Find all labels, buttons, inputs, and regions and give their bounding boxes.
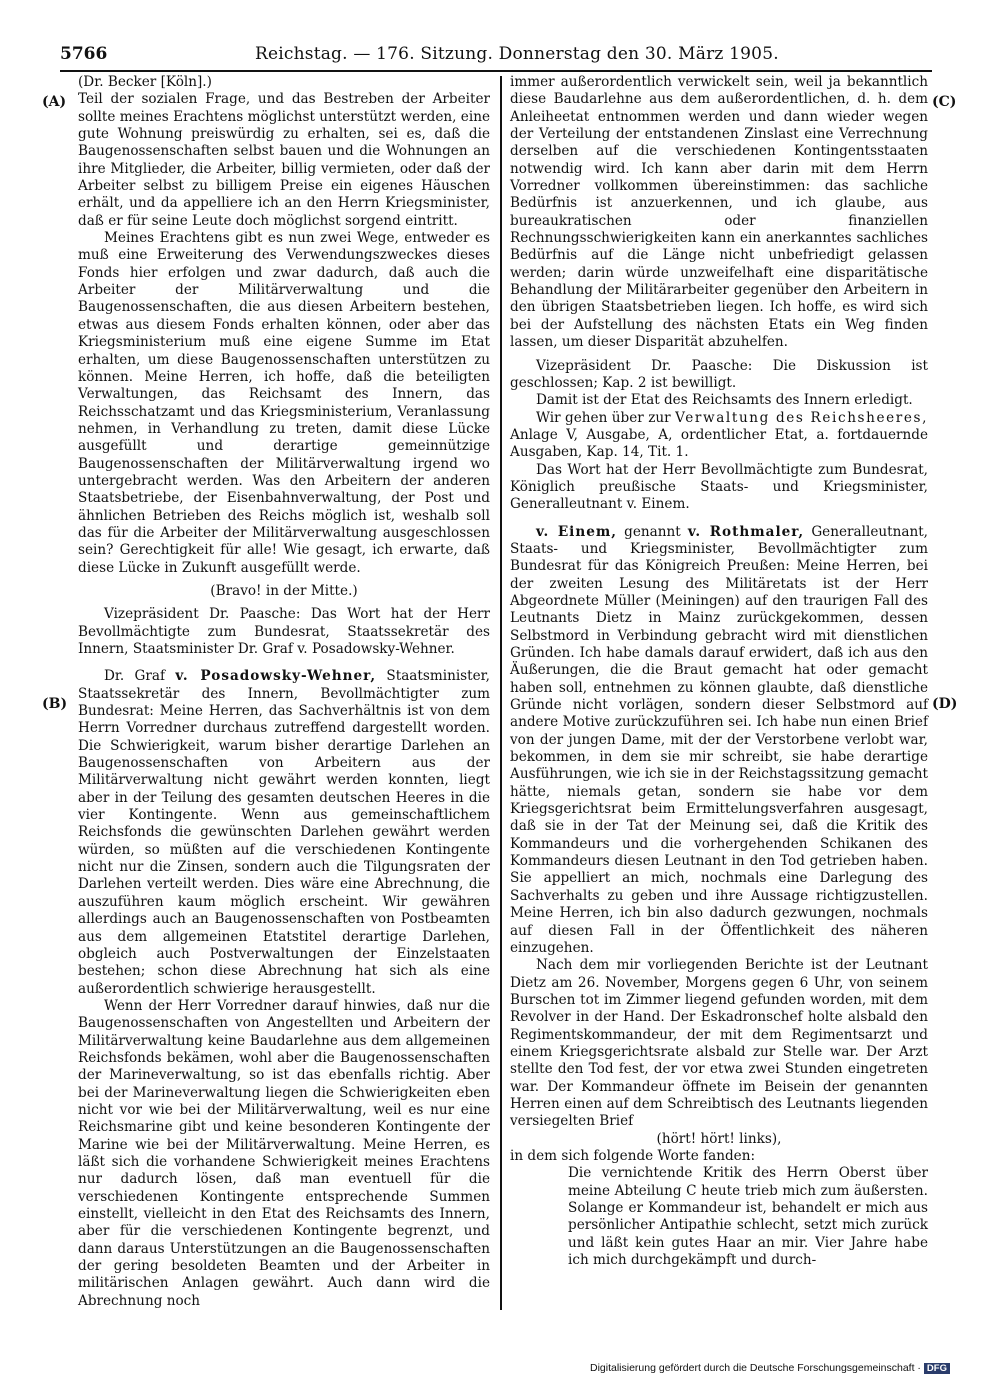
speaker-name: v. Einem, [536, 523, 617, 540]
right-column [510, 74, 928, 1269]
speaker-paragraph [78, 668, 490, 998]
agenda-paragraph: Wir gehen über zur Verwaltung des Reichsheeres, Anlage V, Ausgabe, A, ordentlicher Etat, a. fortdauernde Ausgaben, Kap. 14, Tit. 1. [510, 409, 929, 461]
column-divider [500, 76, 502, 1310]
paragraph: Wenn der Herr Vorredner darauf hinwies, daß nur die Baugenossenschaften von Angestellten und Arbeitern der Militärverwaltung keine Baudarlehne aus dem allgemeinen Reichsfonds bekämen, wohl aber die Baugenossenschaften der Marineverwaltung, so ist das ebenfalls richtig. Aber bei der Marineverwaltung liegen die Schwierigkeiten eben nicht vor wie bei der Militärverwaltung, weil es nur eine Reichsmarine gibt und keine besonderen Kontingente der Marine wie bei der Militärverwaltung. Meine Herren, es läßt sich die vorhandene Schwierigkeit meines Erachtens nur dadurch lösen, daß man eventuell für die verschiedenen Kontingente entsprechende Summen einstellt, vielleicht in den Etat des Reichsamts des Innern, aber für die verschiedenen Kontingente begrenzt, und dann daraus Unterstützungen an die Baugenossenschaften der gering besoldeten Beamten und der Arbeiter in militärischen Anlagen gewährt. Auch dann wird die Abrechnung noch [78, 997, 490, 1309]
footer-text: Digitalisierung gefördert durch die Deutsche Forschungsgemeinschaft · [590, 1362, 921, 1374]
paragraph: Nach dem mir vorliegenden Berichte ist der Leutnant Dietz am 26. November, Morgens gegen 6 Uhr, von seinem Burschen tot im Zimmer liegend gefunden worden, mit dem Revolver in der Hand. Der Eskadronschef holte alsbald den Regimentskommandeur, der mit dem Regimentsarzt und einem Kriegsgerichtsrate alsbald zur Stelle war. Der Arzt stellte den Tod fest, der vor etwa zwei Stunden eingetreten war. Der Kommandeur öffnete im Beisein der genannten Herren einen auf dem Schreibtisch des Leutnants liegenden versiegelten Brief [510, 957, 928, 1130]
paragraph: Meines Erachtens gibt es nun zwei Wege, entweder es muß eine Erweiterung des Verwendungszweckes dieses Fonds hier erfolgen und zwar dadurch, daß auch die Arbeiter der Militärverwaltung und die Baugenossenschaften, die aus diesen Arbeitern bestehen, etwas aus diesem Fonds erhalten können, oder aber das Kriegsministerium muß eine eigene Summe im Etat erhalten, um diese Baugenossenschaften unterstützen zu können. Meine Herren, ich hoffe, daß die beteiligten Verwaltungen, das Reichsamt des Innern, das Reichsschatzamt und das Kriegsministerium, Veranlassung nehmen, in Verhandlung zu treten, damit diese Lücke ausgefüllt und derartige gemeinnützige Baugenossenschaften der Militärverwaltung irgend wo untergebracht werden. Was den Arbeitern der anderen Staatsbetriebe, der Eisenbahnverwaltung, der Post und ähnlichen Betrieben des Reichs möglich ist, weshalb soll das für die Arbeiter der Militärverwaltung ausgeschlossen sein? Gerechtigkeit für alle! Wie gesagt, ich erwarte, daß diese Lücke in Zukunft ausgefüllt werde. [78, 230, 490, 576]
speaker-prefix: Dr. Graf [104, 668, 166, 685]
page-title: Reichstag. — 176. Sitzung. Donnerstag den 30. März 1905. [255, 44, 779, 64]
page-number: 5766 [60, 44, 108, 64]
agenda-item: Verwaltung des Reichsheeres, [675, 409, 929, 426]
footer-credit [590, 1362, 990, 1374]
paragraph: Damit ist der Etat des Reichsamts des Innern erledigt. [536, 392, 913, 409]
left-column [78, 74, 490, 1310]
margin-marker-d: (D) [932, 696, 958, 712]
paragraph: Das Wort hat der Herr Bevollmächtigte zum Bundesrat, Königlich preußische Staats- und Kriegsminister, Generalleutnant v. Einem. [510, 461, 928, 513]
paragraph: Vizepräsident Dr. Paasche: Die Diskussion ist geschlossen; Kap. 2 ist bewilligt. [510, 357, 928, 391]
interjection: (Bravo! in der Mitte.) [210, 582, 358, 599]
quoted-letter: Die vernichtende Kritik des Herrn Oberst über meine Abteilung C heute trieb mich zum äußersten. Solange er Kommandeur ist, behandelt er mich aus persönlicher Antipathie schlecht, setzt mich zurück und läßt kein gutes Haar an mir. Vier Jahre habe ich mich durchgekämpft und durch- [568, 1165, 928, 1269]
paragraph: immer außerordentlich verwickelt sein, weil ja bekanntlich diese Baudarlehne aus dem außerordentlichen, d. h. dem Anleiheetat entnommen werden und dann wieder wegen der Verteilung der entstandenen Zinslast eine Verrechnung derselben auf die verschiedenen Kontingentsstaaten notwendig wird. Ich kann aber darin mit dem Herrn Vorredner vollkommen übereinstimmen: das sachliche Bedürfnis ist anzuerkennen, und ich glaube, aus bureaukratischen oder finanziellen Rechnungsschwierigkeiten kann ein anerkanntes sachliches Bedürfnis auf die Länge nicht unbefriedigt gelassen werden; darin würde unzweifelhaft eine disparitätische Behandlung der Militärarbeiter gegenüber den Arbeitern in den übrigen Staatsbetrieben liegen. Ich hoffe, es wird sich bei der Aufstellung des nächsten Etats ein Weg finden lassen, um dieser Disparität abzuhelfen. [510, 74, 928, 351]
header-rule [60, 70, 932, 72]
running-head: (Dr. Becker [Köln].) [78, 74, 212, 90]
interjection: (hört! hört! links), [656, 1130, 782, 1147]
speaker-name-alt: v. Rothmaler, [687, 523, 805, 540]
speech-text: Generalleutnant, Staats- und Kriegsminister, Bevollmächtigter zum Bundesrat für das Königreich Preußen: Meine Herren, bei der zweiten Lesung des Militäretats ist der Herr Abgeordnete Müller (Meiningen) auf den traurigen Fall des Leutnants Dietz in Mainz zurückgekommen, dessen Selbstmord in Verbindung gebracht wird mit dienstlichen Gründen. Ich habe damals darauf erwidert, daß ich aus den Äußerungen, die die Braut gemacht hat oder gemacht haben soll, entnehmen zu können glaubte, daß dienstliche Gründe nicht vorlägen, sondern dieser Selbstmord auf andere Motive zurückzuführen sei. Ich habe nun einen Brief von der jungen Dame, mit der der Verstorbene verlobt war, bekommen, in dem sie mir schreibt, sie habe derartige Ausführungen, wie ich sie in der Reichstagssitzung gemacht hätte, niemals getan, sondern sie habe vor dem Kriegsgerichtsrat beim Ermittelungsverfahren ausgesagt, daß sie in der Tat der Meinung sei, daß die Kritik des Kommandeurs und die vorhergehenden Schikanen des Kommandeurs diesen Leutnant in den Tod getrieben haben. Sie appelliert an mich, nochmals eine Darlegung des Sachverhalts zu geben und ihre Aussage richtigzustellen. Meine Herren, ich bin also dadurch gezwungen, nochmals auf diesen Fall in der Öffentlichkeit des näheren einzugehen. [510, 523, 928, 956]
margin-marker-c: (C) [932, 94, 957, 110]
margin-marker-a: (A) [42, 94, 67, 110]
page-header [60, 38, 930, 66]
margin-marker-b: (B) [42, 696, 68, 712]
paragraph: Teil der sozialen Frage, und das Bestreben der Arbeiter sollte meines Erachtens möglichst unterstützt werden, eine gute Wohnung preiswürdig zu erhalten, sei es, daß die Baugenossenschaften selbst bauen und die Wohnungen an ihre Mitglieder, die Arbeiter, billig vermieten, oder daß der Arbeiter selbst zu billigem Preise ein eigenes Häuschen erhält, und da appelliere ich an den Herrn Kriegsminister, daß er für seine Leute doch möglichst sorgend eintritt. [78, 91, 490, 229]
paragraph: Vizepräsident Dr. Paasche: Das Wort hat der Herr Bevollmächtigte zum Bundesrat, Staatssekretär des Innern, Staatsminister Dr. Graf v. Posadowsky-Wehner. [78, 606, 490, 657]
speaker-paragraph: v. Einem, genannt v. Rothmaler, Generalleutnant, Staats- und Kriegsminister, Bevollmächtigter zum Bundesrat für das Königreich Preußen: Meine Herren, bei der zweiten Lesung des Militäretats ist der Herr Abgeordnete Müller (Meiningen) auf den traurigen Fall des Leutnants Dietz in Mainz zurückgekommen, dessen Selbstmord in Verbindung gebracht wird mit dienstlichen Gründen. Ich habe damals darauf erwidert, daß ich aus den Äußerungen, die die Braut gemacht hat oder gemacht haben soll, entnehmen zu können glaubte, daß dienstliche Gründe nicht vorlägen, sondern dieser Selbstmord auf andere Motive zurückzuführen sei. Ich habe nun einen Brief von der jungen Dame, mit der der Verstorbene verlobt war, bekommen, in dem sie mir schreibt, sie habe derartige Ausführungen, wie ich sie in der Reichstagssitzung gemacht hätte, niemals getan, sondern sie habe vor dem Kriegsgerichtsrat beim Ermittelungsverfahren ausgesagt, daß sie in der Tat der Meinung sei, daß die Kritik des Kommandeurs und die vorhergehenden Schikanen des Kommandeurs diesen Leutnant in den Tod getrieben haben. Sie appelliert an mich, nochmals eine Darlegung des Sachverhalts zu geben und ihre Aussage richtigzustellen. Meine Herren, ich bin also dadurch gezwungen, nochmals auf diesen Fall in der Öffentlichkeit des näheren einzugehen. [510, 523, 928, 956]
dfg-logo-icon: DFG [924, 1363, 950, 1374]
speaker-name: v. Posadowsky-Wehner, [175, 668, 377, 685]
speech-text: Staatsminister, Staatssekretär des Innern, Bevollmächtigter zum Bundesrat: Meine Herren, das Sachverhältnis ist von dem Herrn Vorredner durchaus zutreffend dargestellt worden. Die Schwierigkeit, warum bisher derartige Darlehen an Baugenossenschaften von Arbeitern aus der Militärverwaltung nicht gewährt werden konnten, liegt aber in der Teilung des gesamten deutschen Heeres in die vier Kontingente. Wenn aus gemeinschaftlichem Reichsfonds die gewünschten Darlehen gewährt werden würden, so müßten auf die verschiedenen Kontingente nicht nur die Zinsen, sondern auch die Tilgungsraten der Darlehen verteilt werden. Dies wäre eine Abrechnung, die auszuführen kaum möglich erscheint. Wir gewähren allerdings auch an Baugenossenschaften von Postbeamten aus dem allgemeinen Etatstitel derartige Darlehen, obgleich auch Postverwaltungen der Einzelstaaten bestehen; schon diese Abrechnung hat sich als eine außerordentlich schwierige herausgestellt. [78, 668, 490, 997]
paragraph: in dem sich folgende Worte fanden: [510, 1147, 756, 1164]
